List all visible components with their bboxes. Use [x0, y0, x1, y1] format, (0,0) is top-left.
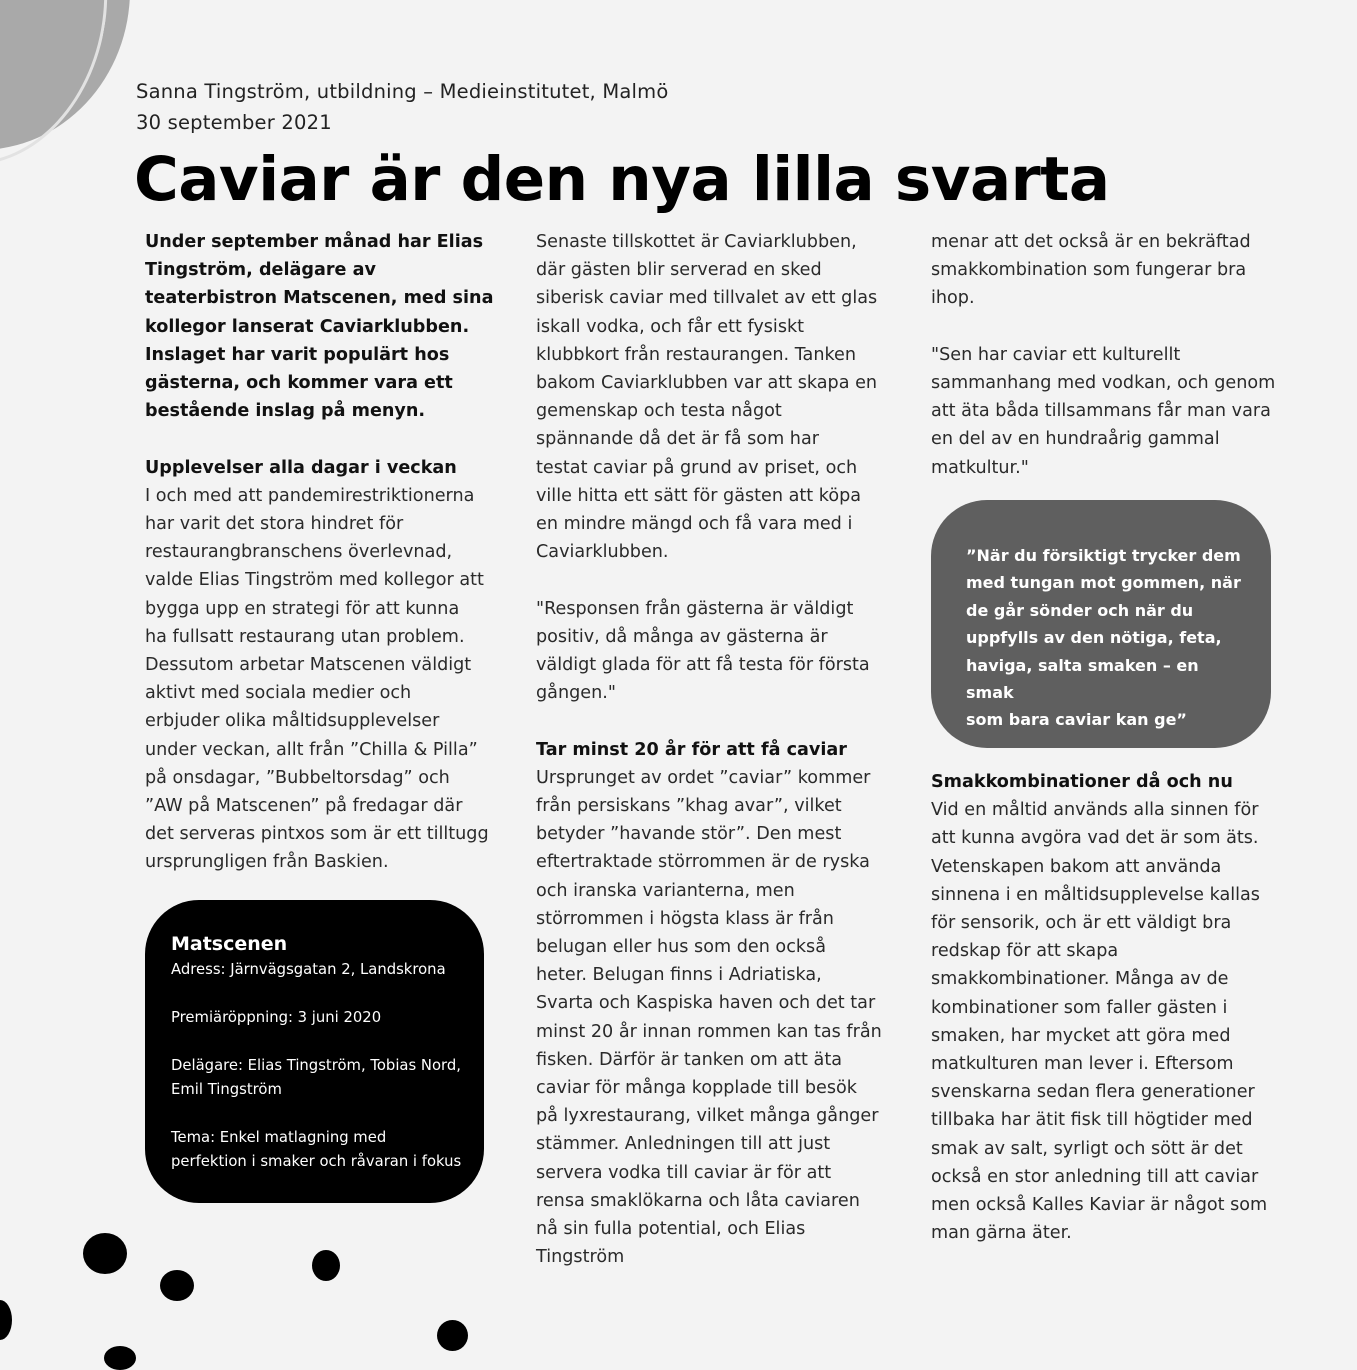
text-line: Svarta och Kaspiska haven och det tar [536, 993, 876, 1014]
text-line: I och med att pandemirestriktionerna [145, 485, 475, 506]
text-line: en del av en hundraårig gammal [931, 429, 1220, 450]
text-line: smakkombinationer. Många av de [931, 969, 1229, 990]
decorative-dot [437, 1320, 468, 1351]
text-line: stämmer. Anledningen till att just [536, 1134, 831, 1155]
subheading: Tar minst 20 år för att få caviar [536, 739, 847, 760]
subheading: Smakkombinationer då och nu [931, 772, 1233, 792]
article-column-2 [536, 228, 891, 1271]
factbox-address: Adress: Järnvägsgatan 2, Landskrona [171, 961, 446, 978]
text-line: smakkombination som fungerar bra [931, 260, 1247, 281]
article-column-3 [931, 228, 1281, 482]
quote-paragraph [536, 595, 891, 708]
text-line: betyder ”havande stör”. Den mest [536, 824, 842, 845]
text-line: "Responsen från gästerna är väldigt [536, 598, 854, 619]
text-line: tillbaka har ätit fisk till högtider med [931, 1110, 1253, 1131]
text-line: eftertraktade störrommen är de ryska [536, 852, 870, 873]
text-line: kollegor lanserat Caviarklubben. [145, 316, 470, 337]
text-line: matkultur." [931, 457, 1029, 478]
quote-line: ”När du försiktigt trycker dem [966, 546, 1241, 565]
text-line: minst 20 år innan rommen kan tas från [536, 1021, 882, 1042]
text-line: ha fullsatt restaurang utan problem. [145, 626, 465, 647]
text-line: Under september månad har Elias [145, 232, 484, 252]
subheading: Upplevelser alla dagar i veckan [145, 457, 457, 478]
text-line: störrommen i högsta klass är från [536, 908, 834, 929]
text-line: en mindre mängd och få vara med i [536, 514, 853, 535]
article-title: Caviar är den nya lilla svarta [134, 144, 1110, 215]
factbox-theme: Tema: Enkel matlagning med [171, 1129, 387, 1146]
text-line: det serveras pintxos som är ett tilltugg [145, 824, 489, 845]
text-line: från persiskans ”khag avar”, vilket [536, 796, 842, 817]
byline [136, 76, 668, 138]
text-line: iskall vodka, och får ett fysiskt [536, 316, 805, 337]
text-line: på onsdagar, ”Bubbeltorsdag” och [145, 767, 450, 788]
text-line: väldigt glada för att få testa för första [536, 655, 870, 676]
text-line: servera vodka till caviar är för att [536, 1162, 832, 1183]
text-line: rensa smaklökarna och låta caviaren [536, 1190, 860, 1211]
text-line: spännande då det är få som har [536, 429, 819, 450]
text-line: ursprungligen från Baskien. [145, 852, 389, 873]
decorative-dot [312, 1250, 340, 1281]
text-line: bestående inslag på menyn. [145, 401, 426, 422]
text-line: fisken. Därför är tanken om att äta [536, 1049, 843, 1070]
body-paragraph [145, 482, 495, 877]
text-line: menar att det också är en bekräftad [931, 232, 1251, 252]
date-line: 30 september 2021 [136, 111, 332, 134]
text-line: men också Kalles Kaviar är något som [931, 1195, 1268, 1216]
text-line: man gärna äter. [931, 1223, 1072, 1244]
quote-line: haviga, salta smaken – en smak [966, 655, 1199, 703]
quote-line: de går sönder och när du [966, 600, 1194, 620]
text-line: Dessutom arbetar Matscenen väldigt [145, 655, 472, 676]
text-line: Vid en måltid används alla sinnen för [931, 800, 1259, 821]
factbox-theme: perfektion i smaker och råvaran i fokus [171, 1153, 462, 1170]
article-column-1 [145, 228, 495, 877]
quote-line: som bara caviar kan ge” [966, 710, 1187, 730]
text-line: ihop. [931, 288, 975, 309]
text-line: sinnena i en måltidsupplevelse kallas [931, 884, 1260, 905]
text-line: där gästen blir serverad en sked [536, 260, 822, 281]
article-column-3-lower [931, 768, 1281, 1247]
text-line: testat caviar på grund av priset, och [536, 457, 858, 478]
text-line: Vetenskapen bakom att använda [931, 856, 1222, 877]
text-line: bygga upp en strategi för att kunna [145, 598, 460, 619]
text-line: under veckan, allt från ”Chilla & Pilla” [145, 739, 478, 760]
text-line: gemenskap och testa något [536, 401, 782, 422]
body-paragraph [536, 228, 891, 566]
text-line: på lyxrestaurang, vilket många gånger [536, 1106, 879, 1127]
quote-line: uppfylls av den nötiga, feta, [966, 628, 1222, 648]
text-line: "Sen har caviar ett kulturellt [931, 344, 1181, 365]
decorative-dot [104, 1346, 136, 1370]
text-line: valde Elias Tingström med kollegor att [145, 570, 484, 591]
text-line: svenskarna sedan flera generationer [931, 1082, 1255, 1103]
factbox-owners: Delägare: Elias Tingström, Tobias Nord, [171, 1057, 461, 1074]
text-line: restaurangbranschens överlevnad, [145, 542, 453, 563]
decorative-dot [0, 1300, 12, 1340]
text-line: också en stor anledning till att caviar [931, 1166, 1259, 1187]
text-line: Caviarklubben. [536, 542, 669, 563]
text-line: Inslaget har varit populärt hos [145, 344, 450, 365]
text-line: smak av salt, syrligt och sött är det [931, 1138, 1243, 1159]
factbox-opening: Premiäröppning: 3 juni 2020 [171, 1009, 382, 1026]
text-line: smaken, har mycket att göra med [931, 1025, 1231, 1046]
text-line: caviar för många kopplade till besök [536, 1078, 857, 1099]
text-line: nå sin fulla potential, och Elias [536, 1219, 806, 1240]
body-paragraph [931, 228, 1281, 313]
decorative-dot [160, 1270, 194, 1301]
text-line: Senaste tillskottet är Caviarklubben, [536, 232, 857, 252]
factbox-owners: Emil Tingström [171, 1081, 282, 1098]
factbox-title: Matscenen [171, 933, 288, 955]
pull-quote [931, 500, 1271, 748]
text-line: ”AW på Matscenen” på fredagar där [145, 796, 463, 817]
text-line: matkulturen man lever i. Eftersom [931, 1054, 1234, 1075]
text-line: belugan eller hus som den också [536, 937, 827, 958]
text-line: Ursprunget av ordet ”caviar” kommer [536, 767, 871, 788]
text-line: teaterbistron Matscenen, med sina [145, 288, 494, 309]
fact-box [145, 900, 484, 1203]
text-line: kombinationer som faller gästen i [931, 997, 1228, 1018]
text-line: gästerna, och kommer vara ett [145, 373, 453, 394]
text-line: bakom Caviarklubben var att skapa en [536, 373, 878, 394]
author-line: Sanna Tingström, utbildning – Medieinstitutet, Malmö [136, 80, 669, 103]
text-line: sammanhang med vodkan, och genom [931, 373, 1276, 393]
text-line: erbjuder olika måltidsupplevelser [145, 711, 440, 732]
text-line: gången." [536, 683, 616, 704]
quote-paragraph [931, 341, 1281, 482]
text-line: positiv, då många av gästerna är [536, 626, 828, 647]
text-line: har varit det stora hindret för [145, 514, 404, 535]
text-line: aktivt med sociala medier och [145, 683, 412, 704]
body-paragraph [931, 796, 1281, 1247]
text-line: ville hitta ett sätt för gästen att köpa [536, 485, 862, 506]
text-line: redskap för att skapa [931, 941, 1119, 962]
decorative-dot [83, 1233, 127, 1274]
text-line: Tingström, delägare av [145, 260, 376, 281]
text-line: att äta båda tillsammans får man vara [931, 401, 1271, 422]
body-paragraph [536, 764, 891, 1272]
text-line: Tingström [536, 1247, 625, 1268]
text-line: för sensorik, och är ett väldigt bra [931, 913, 1232, 934]
lead-paragraph [145, 228, 495, 425]
quote-line: med tungan mot gommen, när [966, 573, 1241, 593]
text-line: klubbkort från restaurangen. Tanken [536, 344, 857, 365]
text-line: och iranska varianterna, men [536, 880, 795, 901]
text-line: att kunna avgöra vad det är som äts. [931, 828, 1259, 849]
text-line: heter. Belugan finns i Adriatiska, [536, 965, 822, 986]
text-line: siberisk caviar med tillvalet av ett glas [536, 288, 878, 309]
